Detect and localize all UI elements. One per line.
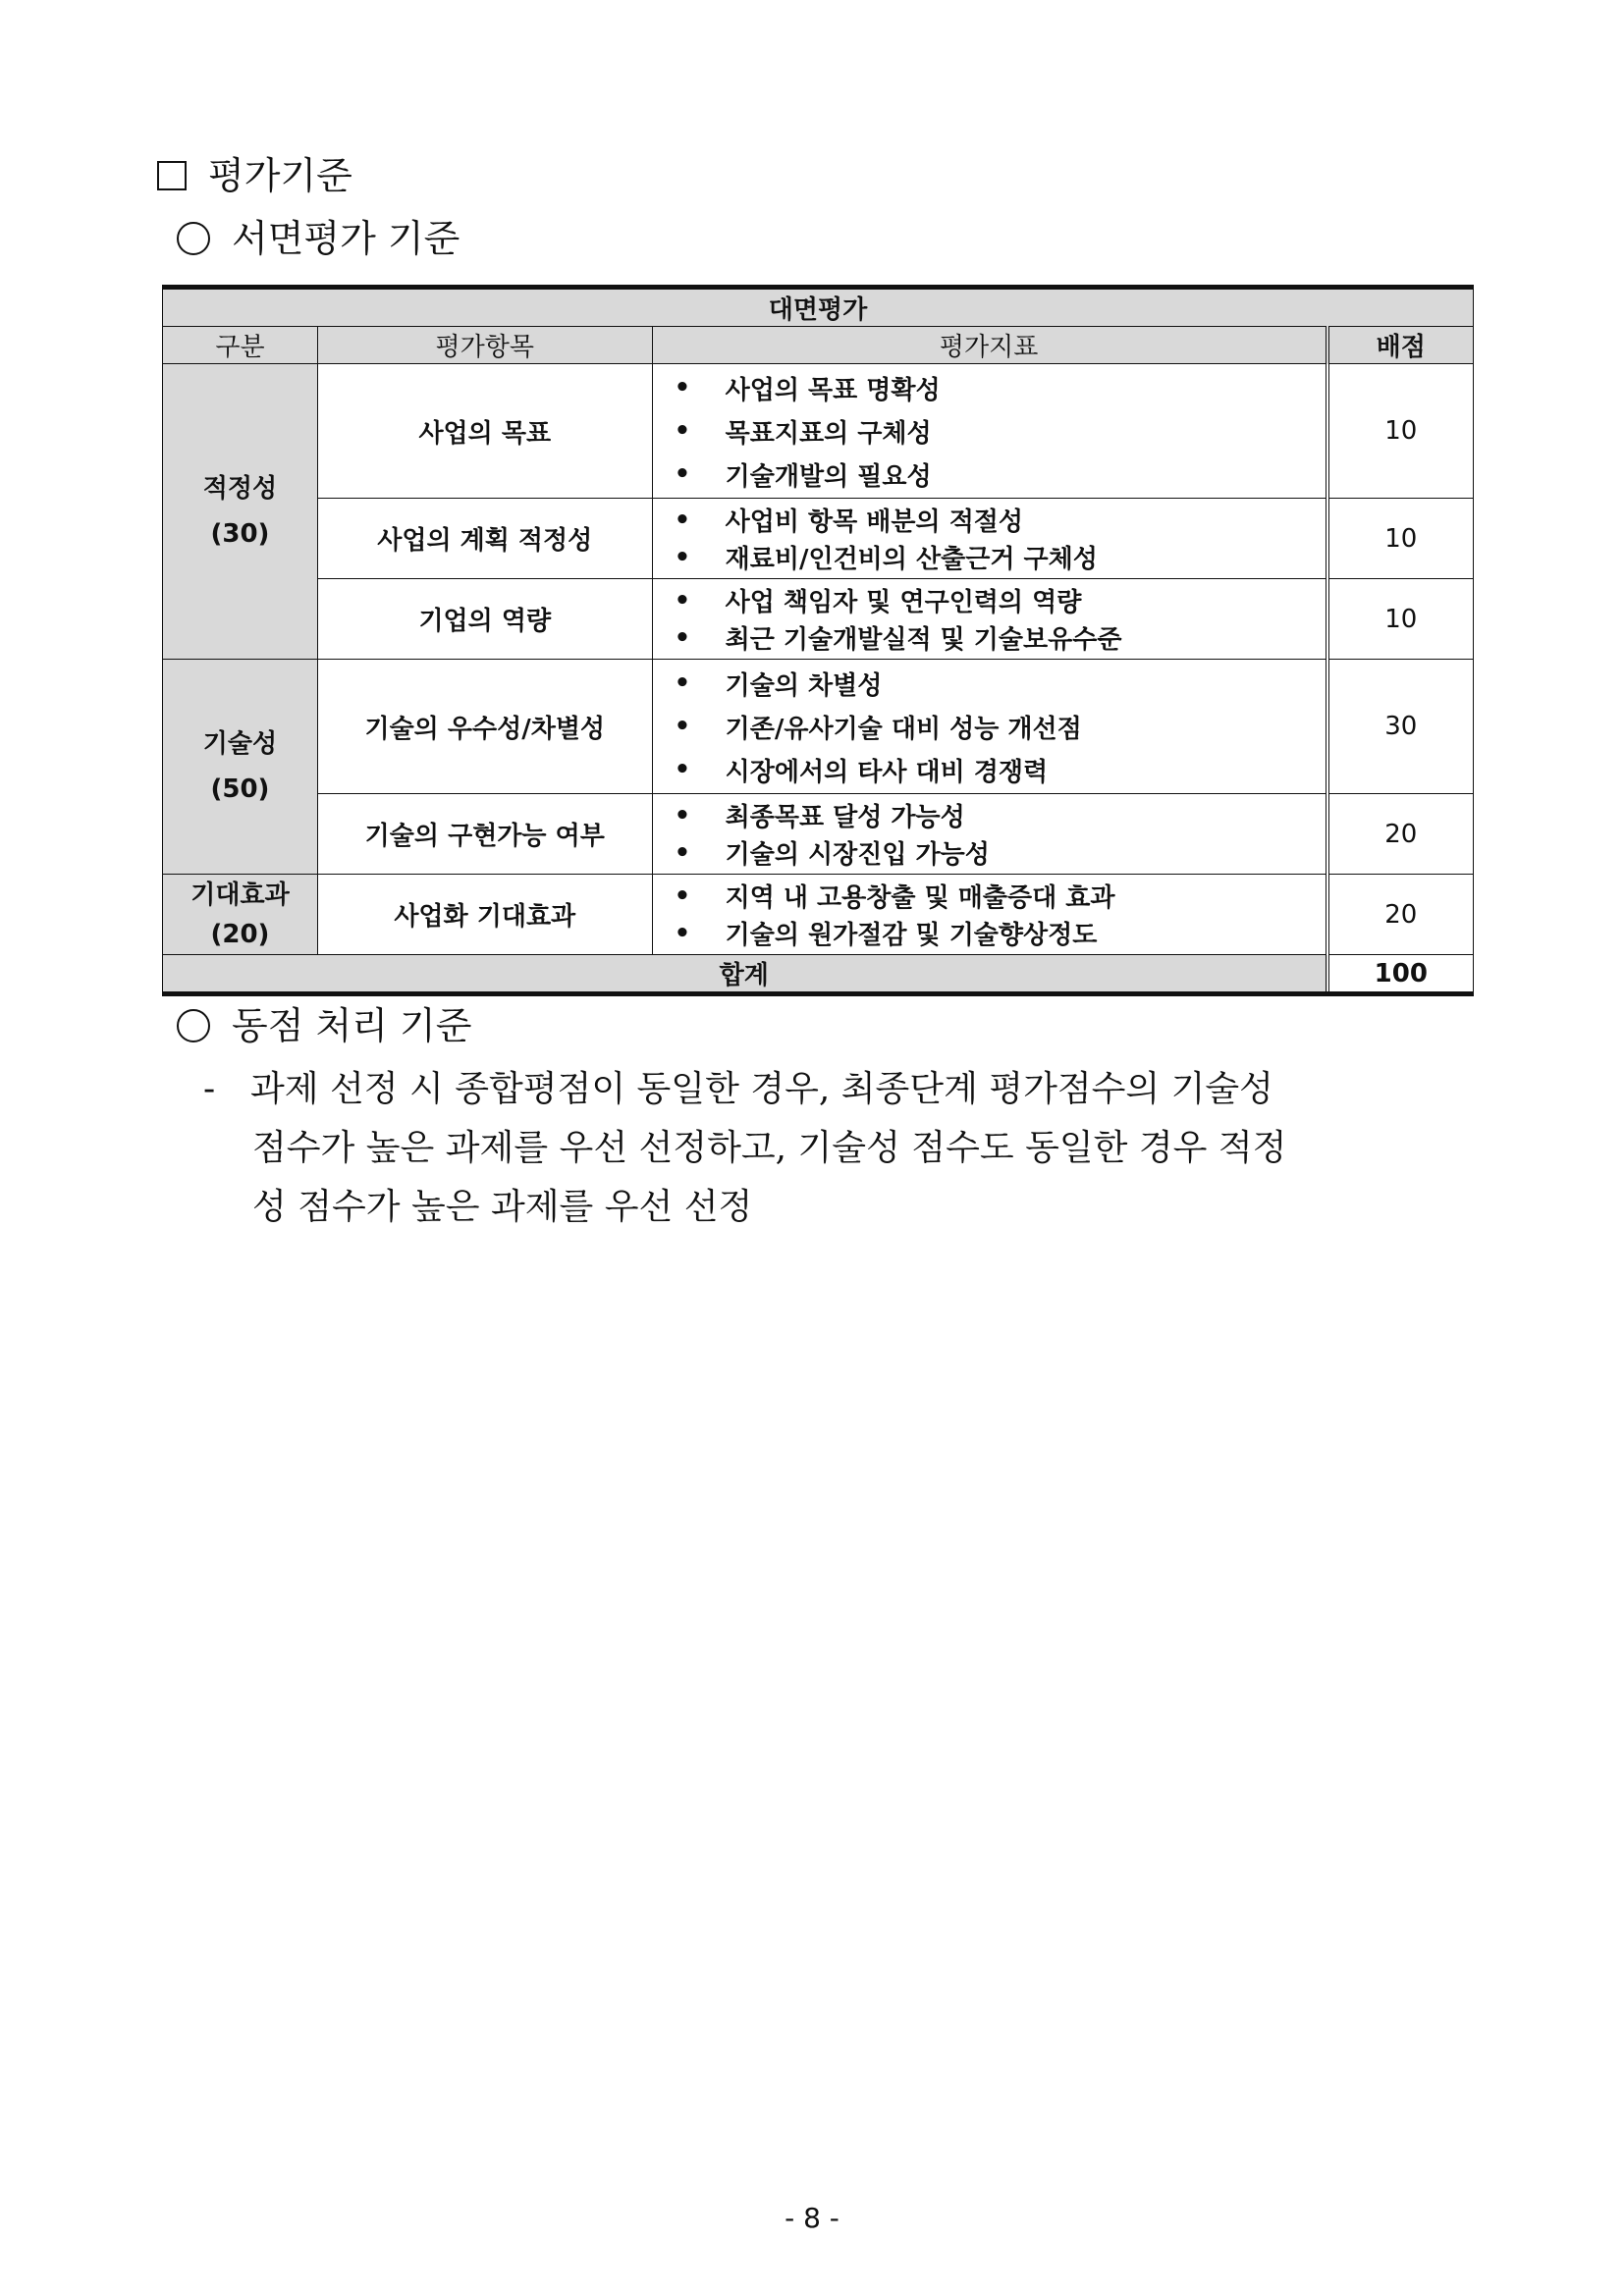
header-score: 배점 [1327, 327, 1474, 364]
evaluation-table [162, 285, 1474, 996]
dash-marker: - [203, 1069, 216, 1109]
indicator-cell [652, 364, 1326, 499]
indicator [665, 878, 1326, 915]
subsection-heading [177, 208, 460, 262]
indicator-cell [652, 794, 1326, 875]
tiebreak-title: 동점 처리 기준 [232, 1004, 472, 1047]
indicator [665, 834, 1326, 872]
indicator [665, 748, 1326, 791]
indicator-cell [652, 579, 1326, 660]
header-indicator: 평가지표 [652, 327, 1326, 364]
indicator [665, 409, 1326, 453]
indicator-text: 기존/유사기술 대비 성능 개선점 [725, 714, 1082, 744]
indicator-text: 사업의 목표 명확성 [725, 375, 941, 405]
indicator-text: 시장에서의 타사 대비 경쟁력 [725, 757, 1049, 787]
tiebreak-heading [177, 995, 471, 1049]
indicator-text: 최종목표 달성 가능성 [725, 803, 965, 832]
item-cell: 기술의 구현가능 여부 [317, 794, 652, 875]
category-cell [163, 660, 318, 875]
bullet-dot-icon: • [674, 800, 691, 830]
score-cell: 30 [1327, 660, 1474, 794]
indicator [665, 582, 1326, 619]
indicator-text: 기술의 원가절감 및 기술향상정도 [725, 921, 1098, 950]
bullet-dot-icon: • [674, 918, 691, 948]
category-points: (30) [210, 519, 270, 549]
bullet-dot-icon: • [674, 542, 691, 572]
total-score: 100 [1327, 955, 1474, 994]
score-cell: 20 [1327, 875, 1474, 955]
category-points: (20) [210, 919, 270, 949]
paragraph-line [203, 1119, 1480, 1178]
indicator [665, 662, 1326, 705]
indicator-text: 재료비/인건비의 산출근거 구체성 [725, 545, 1098, 574]
page-number: - 8 - [785, 2202, 839, 2234]
header-item: 평가항목 [317, 327, 652, 364]
circle-bullet-icon [177, 222, 210, 255]
bullet-dot-icon: • [674, 755, 691, 784]
score-cell: 10 [1327, 364, 1474, 499]
indicator-cell [652, 499, 1326, 579]
bullet-dot-icon: • [674, 668, 691, 698]
indicator [665, 502, 1326, 539]
indicator-text: 최근 기술개발실적 및 기술보유수준 [725, 625, 1122, 655]
item-cell: 사업의 계획 적정성 [317, 499, 652, 579]
item-cell: 기업의 역량 [317, 579, 652, 660]
indicator-text: 기술개발의 필요성 [725, 461, 932, 492]
indicator-text: 사업비 항목 배분의 적절성 [725, 507, 1024, 537]
indicator-text: 기술의 시장진입 가능성 [725, 840, 990, 870]
bullet-dot-icon: • [674, 416, 691, 446]
indicator-text: 지역 내 고용창출 및 매출증대 효과 [725, 883, 1115, 913]
indicator [665, 453, 1326, 496]
category-name: 적정성 [202, 474, 278, 504]
paragraph-line [203, 1060, 1480, 1119]
section-title: 평가기준 [208, 154, 352, 197]
total-label: 합계 [163, 955, 1327, 994]
category-points: (50) [210, 774, 270, 804]
bullet-dot-icon: • [674, 505, 691, 535]
score-cell: 10 [1327, 499, 1474, 579]
indicator-cell [652, 660, 1326, 794]
square-bullet-icon [157, 161, 187, 190]
score-cell: 10 [1327, 579, 1474, 660]
indicator-text: 목표지표의 구체성 [725, 418, 932, 449]
paragraph-text: 과제 선정 시 종합평점이 동일한 경우, 최종단계 평가점수의 기술성 [250, 1069, 1273, 1109]
indicator [665, 797, 1326, 834]
indicator [665, 915, 1326, 952]
subsection-title: 서면평가 기준 [232, 217, 460, 260]
header-category: 구분 [163, 327, 318, 364]
circle-bullet-icon [177, 1009, 210, 1042]
bullet-dot-icon: • [674, 585, 691, 615]
indicator [665, 539, 1326, 576]
bullet-dot-icon: • [674, 373, 691, 402]
indicator [665, 366, 1326, 409]
section-heading [157, 145, 352, 199]
indicator [665, 705, 1326, 748]
category-name: 기술성 [202, 729, 278, 759]
indicator-text: 사업 책임자 및 연구인력의 역량 [725, 588, 1082, 617]
bullet-dot-icon: • [674, 712, 691, 741]
paragraph-text: 점수가 높은 과제를 우선 선정하고, 기술성 점수도 동일한 경우 적정 [252, 1128, 1287, 1168]
paragraph-text: 성 점수가 높은 과제를 우선 선정 [252, 1187, 753, 1227]
category-cell [163, 875, 318, 955]
paragraph-line [203, 1178, 1480, 1237]
item-cell: 기술의 우수성/차별성 [317, 660, 652, 794]
indicator-text: 기술의 차별성 [725, 670, 883, 701]
bullet-dot-icon: • [674, 881, 691, 911]
indicator [665, 619, 1326, 657]
item-cell: 사업의 목표 [317, 364, 652, 499]
table-banner: 대면평가 [163, 288, 1474, 327]
indicator-cell [652, 875, 1326, 955]
score-cell: 20 [1327, 794, 1474, 875]
bullet-dot-icon: • [674, 837, 691, 868]
category-cell [163, 364, 318, 660]
item-cell: 사업화 기대효과 [317, 875, 652, 955]
tiebreak-paragraph [203, 1060, 1480, 1237]
category-name: 기대효과 [190, 880, 290, 910]
bullet-dot-icon: • [674, 622, 691, 653]
bullet-dot-icon: • [674, 459, 691, 489]
